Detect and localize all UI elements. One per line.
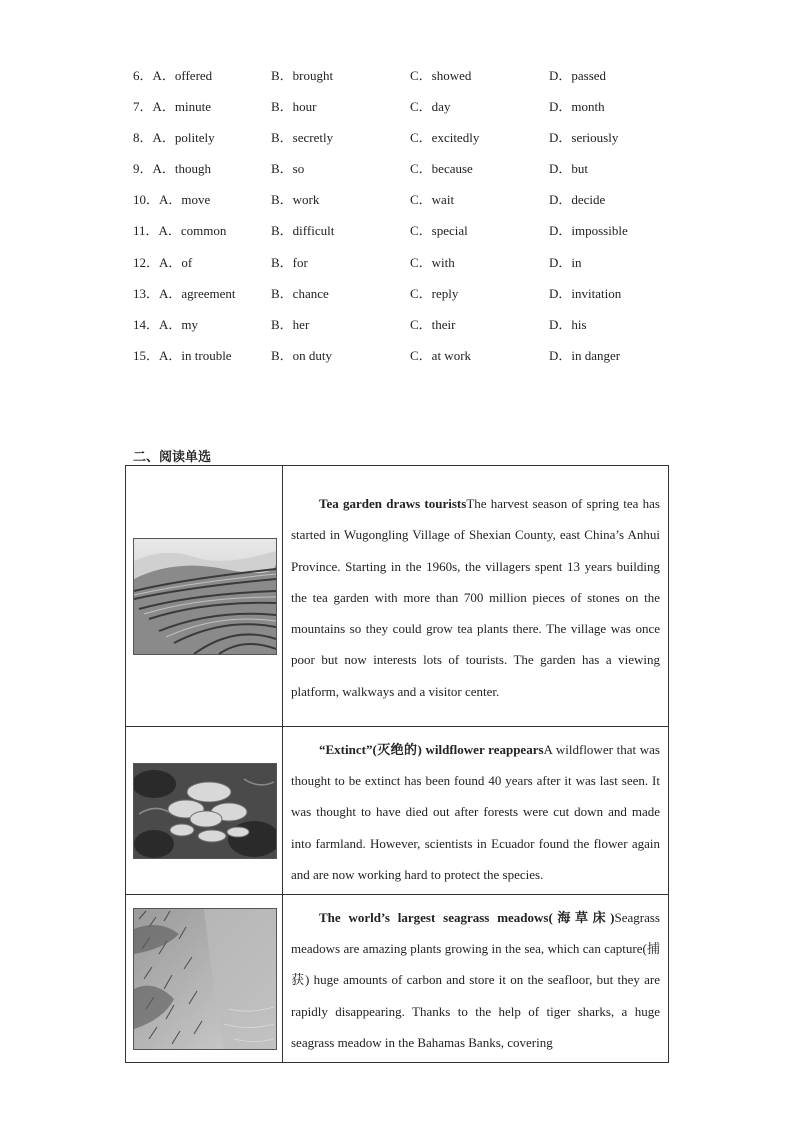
question-row xyxy=(133,159,693,190)
option-c: C．because xyxy=(410,161,473,177)
article-body: A wildflower that was thought to be extinct has been found 40 years after it was last seen. It was thought to have died out after forests were cut down and made into farmland. However, scientists in Ecuador found the flower again and are now working hard to protect the species. xyxy=(291,742,660,882)
option-d: D．passed xyxy=(549,68,607,83)
option-c: C．reply xyxy=(410,285,459,301)
article-row xyxy=(126,466,669,727)
option-c: C．wait xyxy=(410,192,455,208)
option-d: D．invitation xyxy=(549,285,622,301)
article-text-cell xyxy=(283,727,669,895)
option-c: C．showed xyxy=(410,68,472,83)
options-list xyxy=(133,66,693,377)
question-row xyxy=(133,97,693,128)
option-d: D．seriously xyxy=(549,130,619,146)
option-a: 7．A．minute xyxy=(133,99,211,115)
wildflower-image xyxy=(133,763,277,859)
option-d: D．impossible xyxy=(549,223,628,239)
option-d: D．his xyxy=(549,316,587,332)
question-row xyxy=(133,128,693,159)
option-a: 15．A．in trouble xyxy=(133,347,232,363)
question-row xyxy=(133,346,693,377)
question-row xyxy=(133,190,693,221)
option-b: B．on duty xyxy=(271,347,333,363)
option-d: D．but xyxy=(549,161,589,177)
article-text-cell xyxy=(283,895,669,1063)
question-row xyxy=(133,315,693,346)
question-row xyxy=(133,284,693,315)
option-a: 8．A．politely xyxy=(133,130,215,146)
option-b: B．her xyxy=(271,316,310,332)
option-c: C．excitedly xyxy=(410,130,480,146)
article-body: The harvest season of spring tea has started in Wugongling Village of Shexian County, east China’s Anhui Province. Starting in the 1960s, the villagers spent 13 years building the tea garden with more than 700 million pieces of stones on the mountains so they could grow tea plants there. The village was once poor but now interests lots of tourists. The garden has a viewing platform, walkways and a visitor center. xyxy=(291,496,660,699)
option-d: D．month xyxy=(549,99,605,115)
article-heading: The world’s largest seagrass meadows(海草床) xyxy=(319,910,615,926)
section-title: 二、阅读单选 xyxy=(133,450,212,465)
article-row xyxy=(126,895,669,1063)
option-b: B．work xyxy=(271,192,320,208)
article-text-cell xyxy=(283,466,669,727)
option-b: B．secretly xyxy=(271,130,334,146)
article-body: Seagrass meadows are amazing plants growing in the sea, which can capture(捕获) huge amounts of carbon and store it on the seafloor, but they are rapidly disappearing. Thanks to the help of tiger sharks, a huge seagrass meadow in the Bahamas Banks, covering xyxy=(291,910,660,1050)
article-heading: Tea garden draws tourists xyxy=(319,496,467,512)
option-b: B．chance xyxy=(271,285,329,301)
image-cell xyxy=(126,466,283,727)
article-paragraph xyxy=(291,902,660,1058)
option-b: B．so xyxy=(271,161,305,177)
option-a: 14．A．my xyxy=(133,316,199,332)
option-b: B．hour xyxy=(271,99,317,115)
image-cell xyxy=(126,727,283,895)
option-c: C．with xyxy=(410,254,455,270)
seagrass-image xyxy=(133,908,277,1050)
reading-table xyxy=(125,465,669,1063)
question-row xyxy=(133,253,693,284)
option-d: D．decide xyxy=(549,192,606,208)
option-a: 10．A．move xyxy=(133,192,211,208)
option-a: 6．A．offered xyxy=(133,68,213,83)
option-d: D．in danger xyxy=(549,347,621,363)
option-d: D．in xyxy=(549,254,582,270)
article-paragraph xyxy=(291,488,660,706)
option-c: C．their xyxy=(410,316,456,332)
article-row xyxy=(126,727,669,895)
option-b: B．for xyxy=(271,254,308,270)
article-heading: “Extinct”(灭绝的) wildflower reappears xyxy=(319,742,544,757)
option-c: C．at work xyxy=(410,347,472,363)
question-row xyxy=(133,221,693,252)
option-b: B．difficult xyxy=(271,223,335,239)
option-b: B．brought xyxy=(271,68,334,83)
option-a: 13．A．agreement xyxy=(133,285,236,301)
option-c: C．special xyxy=(410,223,468,239)
option-a: 9．A．though xyxy=(133,161,212,177)
question-row xyxy=(133,66,693,97)
option-c: C．day xyxy=(410,99,451,115)
article-paragraph xyxy=(291,734,660,890)
option-a: 12．A．of xyxy=(133,254,193,270)
tea-terrace-image xyxy=(133,538,277,655)
option-a: 11．A．common xyxy=(133,223,227,239)
image-cell xyxy=(126,895,283,1063)
